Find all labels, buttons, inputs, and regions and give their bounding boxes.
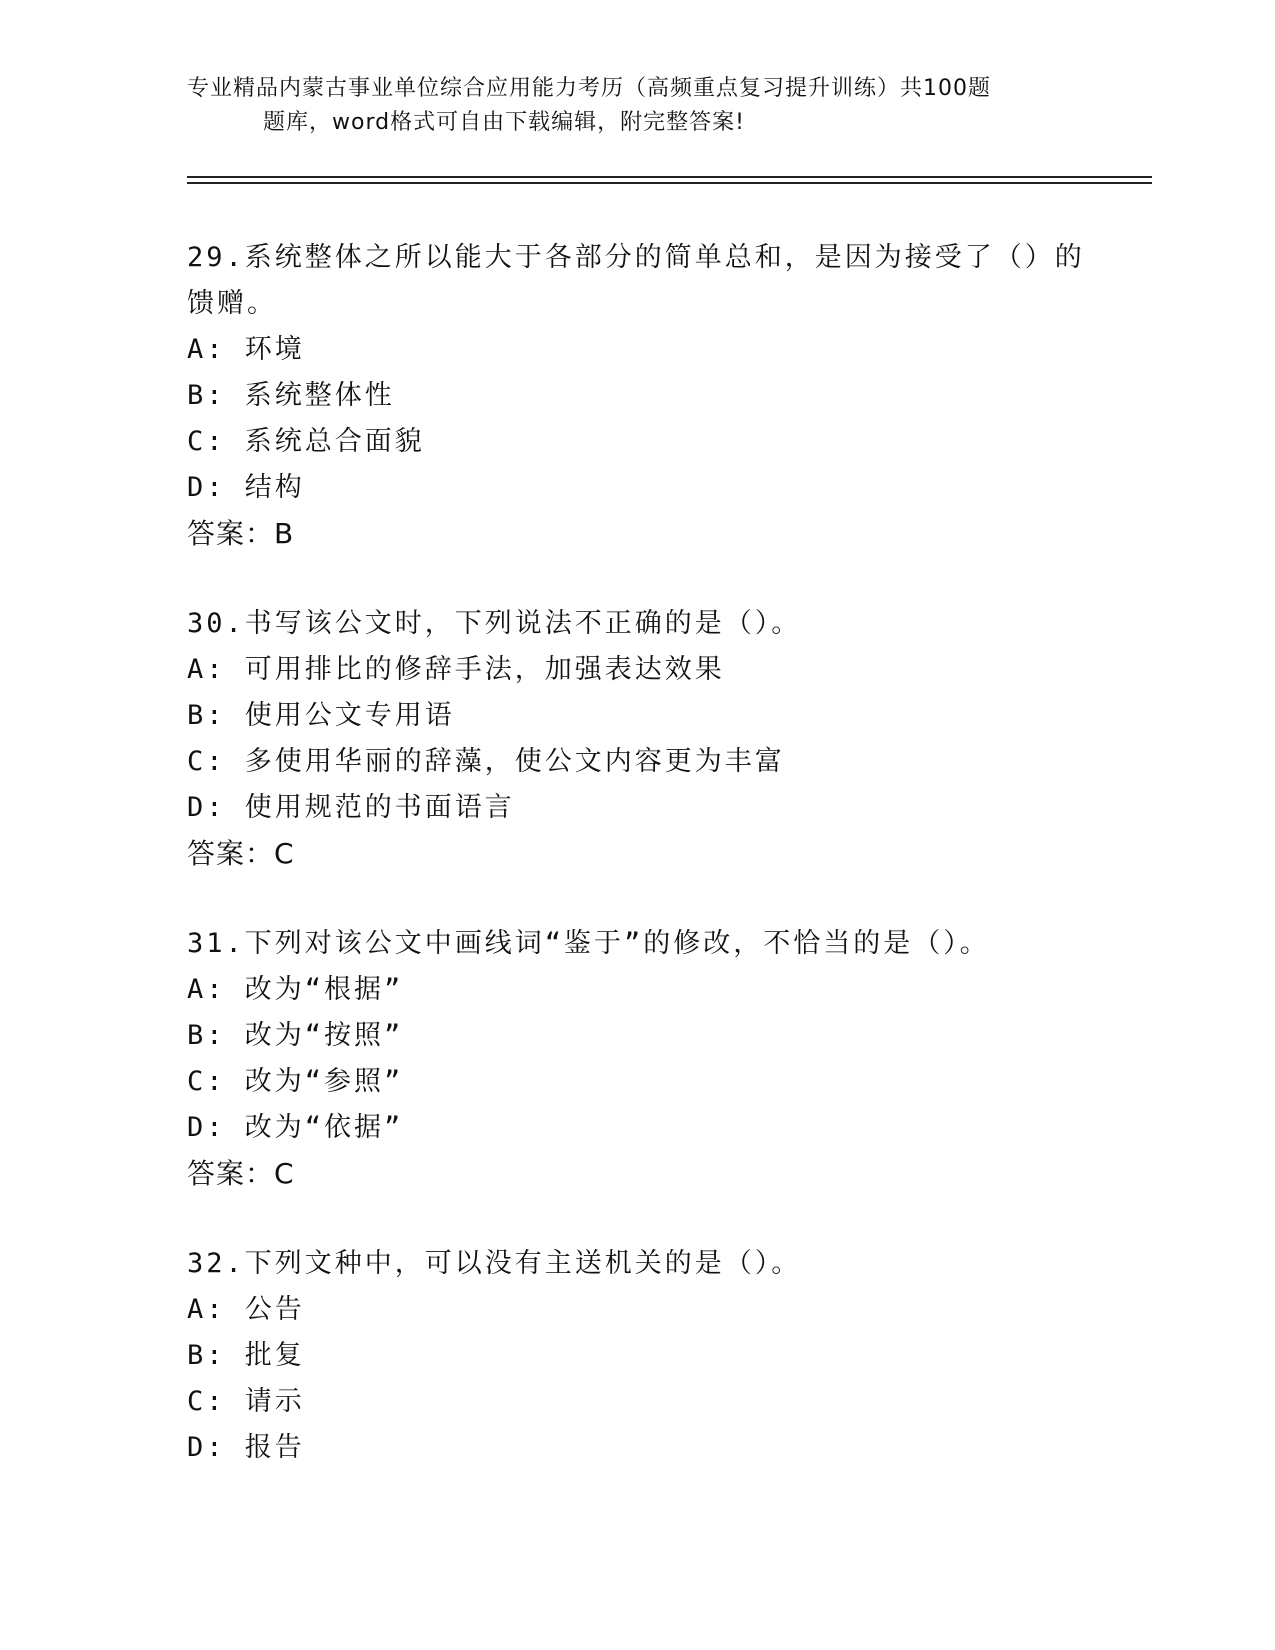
- option-c: C: 改为“参照”: [187, 1066, 404, 1097]
- question-text: 29.系统整体之所以能大于各部分的简单总和，是因为接受了（）的馈赠。: [187, 242, 1085, 319]
- question-text: 32.下列文种中，可以没有主送机关的是（）。: [187, 1248, 802, 1279]
- option-a: A: 改为“根据”: [187, 974, 404, 1005]
- option-c: C: 多使用华丽的辞藻，使公文内容更为丰富: [187, 746, 785, 777]
- option-d: D: 使用规范的书面语言: [187, 792, 515, 823]
- header-divider-top: [187, 176, 1152, 178]
- answer: 答案：C: [187, 837, 295, 870]
- option-d: D: 报告: [187, 1432, 305, 1463]
- header-line-1: 专业精品内蒙古事业单位综合应用能力考历（高频重点复习提升训练）共100题: [187, 76, 991, 101]
- option-a: A: 环境: [187, 334, 305, 365]
- option-d: D: 改为“依据”: [187, 1112, 404, 1143]
- question-text: 30.书写该公文时，下列说法不正确的是（）。: [187, 608, 802, 639]
- header-divider-bottom: [187, 182, 1152, 184]
- option-a: A: 可用排比的修辞手法，加强表达效果: [187, 654, 725, 685]
- option-b: B: 批复: [187, 1340, 305, 1371]
- question-30: [187, 601, 1087, 877]
- question-text: 31.下列对该公文中画线词“鉴于”的修改，不恰当的是（）。: [187, 928, 990, 959]
- option-b: B: 使用公文专用语: [187, 700, 455, 731]
- question-32: [187, 1241, 1087, 1471]
- header-line-2: 题库，word格式可自由下载编辑，附完整答案!: [263, 110, 745, 135]
- option-b: B: 系统整体性: [187, 380, 395, 411]
- question-29: [187, 235, 1087, 557]
- option-c: C: 请示: [187, 1386, 305, 1417]
- answer: 答案：B: [187, 517, 295, 550]
- option-a: A: 公告: [187, 1294, 305, 1325]
- answer: 答案：C: [187, 1157, 295, 1190]
- option-d: D: 结构: [187, 472, 305, 503]
- option-c: C: 系统总合面貌: [187, 426, 425, 457]
- document-header: [187, 72, 1067, 140]
- question-list: [187, 235, 1087, 1471]
- question-31: [187, 921, 1087, 1197]
- option-b: B: 改为“按照”: [187, 1020, 404, 1051]
